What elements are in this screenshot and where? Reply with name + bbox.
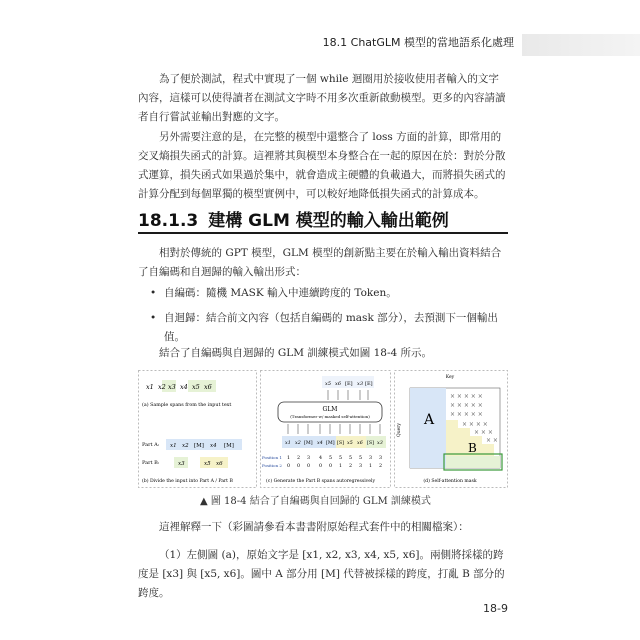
part-b-label: Part B:	[142, 460, 160, 466]
output-token: [E]	[345, 381, 353, 387]
position-value: 5	[329, 456, 333, 461]
bullet-list	[150, 284, 510, 347]
mask-part-a	[410, 388, 446, 468]
output-token: x6	[335, 381, 342, 387]
section-heading	[138, 206, 449, 231]
last-paragraph-text: （1）左側圖 (a)，原始文字是 [x1, x2, x3, x4, x5, x6]。兩側將採樣的跨度是 [x3] 與 [x5, x6]。圖中 A 部分用 [M] 代替被採樣的跨度，打亂 B 部分的跨度。	[138, 549, 505, 599]
position-value: 4	[319, 456, 323, 461]
position-2-label: Position 2	[262, 463, 282, 468]
input-token: x6	[357, 441, 363, 446]
position-1-values	[287, 455, 382, 461]
svg-text:× × × × ×: × × × × ×	[450, 393, 483, 400]
panel-c-frame	[261, 371, 391, 488]
part-b-token: x5	[204, 461, 211, 467]
position-value: 5	[339, 456, 343, 461]
token: x3	[168, 383, 176, 391]
paragraph-1-text: 為了便於測試，程式中實現了一個 while 迴圈用於接收使用者輸入的文字內容，這樣可以使得讀者在測試文字時不用多次重新啟動模型。更多的內容請讀者自行嘗試並輸出對應的文字。	[138, 73, 506, 123]
svg-text:× ×: × ×	[486, 437, 498, 444]
position-value: 2	[349, 464, 353, 469]
position-value: 0	[329, 464, 333, 469]
caption-c: (c) Generate the Part B spans autoregressively	[266, 479, 376, 484]
svg-text:× × ×: × × ×	[474, 429, 493, 436]
panel-a-tokens	[146, 380, 216, 392]
query-label: Query	[397, 423, 402, 437]
token: x6	[204, 383, 212, 391]
mask-part-b2	[446, 456, 500, 468]
svg-text:× × × × ×: × × × × ×	[450, 402, 483, 409]
token: x5	[192, 383, 200, 391]
part-a-token: x2	[182, 443, 189, 449]
key-label: Key	[445, 375, 455, 380]
token: x4	[180, 383, 188, 391]
part-b-token: x6	[216, 461, 223, 467]
output-token: x3	[357, 381, 364, 387]
position-value: 3	[307, 456, 311, 461]
position-value: 1	[339, 464, 343, 469]
input-arrows	[288, 424, 380, 434]
figure-caption: ▲ 圖 18-4 結合了自編碼與自回歸的 GLM 訓練模式	[200, 496, 431, 507]
part-a-token: x1	[170, 443, 177, 449]
after-figure-paragraph	[138, 518, 508, 537]
input-token: [S]	[367, 441, 375, 446]
position-value: 5	[359, 456, 363, 461]
position-value: 2	[297, 456, 301, 461]
header-bar	[522, 34, 640, 56]
part-a-token: [M]	[194, 443, 204, 449]
position-value: 0	[319, 464, 323, 469]
heading-rule	[138, 232, 508, 234]
input-token: x5	[347, 441, 353, 446]
position-value: 5	[349, 456, 353, 461]
paragraph-2-text: 另外需要注意的是，在完整的模型中還整合了 loss 方面的計算，即常用的交叉熵損失函式的計算。這裡將其與模型本身整合在一起的原因在於：對於分散式運算，損失函式如果過於集中，就會造成主硬體的負載過大，而將損失函式的計算分配到每個單獨的模型實例中，可以較好地降低損失函式的計算成本。	[138, 131, 506, 200]
position-value: 0	[297, 464, 301, 469]
caption-b: (b) Divide the input into Part A / Part B	[142, 479, 233, 484]
intro-text: 相對於傳統的 GPT 模型，GLM 模型的創新點主要在於輸入輸出資料結合了自編碼和自迴歸的輸入輸出形式：	[138, 247, 502, 278]
position-value: 3	[379, 456, 383, 461]
input-tokens	[285, 440, 383, 446]
position-value: 0	[307, 464, 311, 469]
token: x2	[158, 383, 166, 391]
input-token: x3	[377, 441, 383, 446]
paragraph-2	[138, 128, 508, 204]
token: x1	[146, 383, 154, 391]
input-token: x1	[285, 441, 291, 446]
position-value: 3	[359, 464, 363, 469]
output-token: [E]	[365, 381, 373, 387]
svg-text:× × × ×: × × × ×	[462, 421, 488, 428]
section-title: 建構 GLM 模型的輸入輸出範例	[208, 211, 449, 231]
glm-title: GLM	[322, 406, 338, 413]
lead-in-paragraph	[138, 344, 508, 363]
bullet-item: • 自迴歸：結合前文內容（包括自編碼的 mask 部分），去預測下一個輸出值。	[150, 309, 510, 347]
page-number: 18-9	[483, 602, 508, 615]
caption-d: (d) Self-attention mask	[423, 479, 477, 484]
input-token: x4	[317, 441, 323, 446]
output-token: x5	[325, 381, 332, 387]
after-figure-text: 這裡解釋一下（彩圖請參看本書書附原始程式套件中的相關檔案）：	[159, 521, 469, 533]
part-a-token: [M]	[224, 443, 234, 449]
paragraph-1	[138, 70, 508, 127]
input-token: x2	[295, 441, 301, 446]
mask-block-b: B	[468, 441, 477, 455]
section-number: 18.1.3	[138, 211, 199, 231]
last-paragraph	[138, 546, 508, 603]
position-value: 3	[369, 456, 373, 461]
position-2-values	[287, 463, 382, 469]
intro-paragraph	[138, 244, 508, 282]
caption-a: (a) Sample spans from the input text	[142, 403, 232, 408]
input-token: [S]	[337, 441, 345, 446]
glm-subtitle: (Transformer w/ masked self-attention)	[290, 414, 370, 419]
position-1-label: Position 1	[262, 455, 282, 460]
position-value: 2	[379, 464, 383, 469]
running-head: 18.1 ChatGLM 模型的當地語系化處理	[322, 36, 514, 49]
bullet-item: • 自編碼：隨機 MASK 輸入中連續跨度的 Token。	[150, 284, 510, 303]
part-a-label: Part A:	[142, 442, 160, 448]
position-value: 1	[369, 464, 373, 469]
position-value: 0	[287, 464, 291, 469]
part-b-token: x3	[178, 461, 185, 467]
svg-text:× × × × ×: × × × × ×	[450, 411, 483, 418]
input-token: [M]	[326, 441, 335, 446]
figure-18-4	[138, 370, 508, 488]
part-a-token: x4	[210, 443, 217, 449]
up-arrows	[328, 390, 368, 400]
input-token: [M]	[304, 441, 313, 446]
lead-in-text: 結合了自編碼與自迴歸的 GLM 訓練模式如圖 18-4 所示。	[159, 347, 433, 359]
mask-block-a: A	[424, 412, 435, 428]
position-value: 1	[287, 456, 291, 461]
